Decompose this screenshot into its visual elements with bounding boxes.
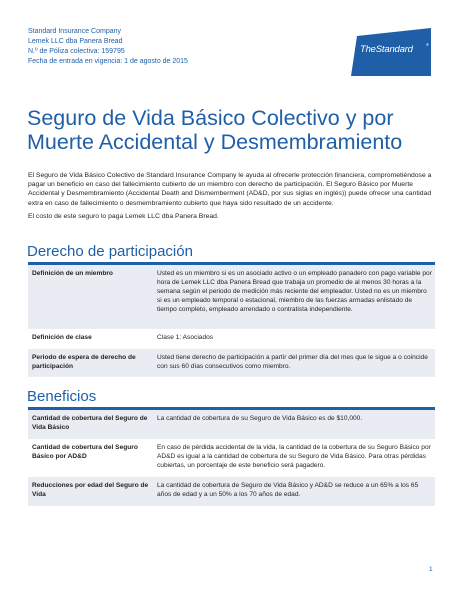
page-title: Seguro de Vida Básico Colectivo y por Muerte Accidental y Desmembramiento xyxy=(27,106,403,154)
row-value: En caso de pérdida accidental de la vida, la cantidad de la cobertura de su Seguro Básico por AD&D es igual a la cantidad de cobertura de su Seguro de Vida Básico. Para otras pérdidas cubiertas, un porcentaje de este beneficio será pagadero. xyxy=(157,444,431,469)
row-value: La cantidad de cobertura de su Seguro de Vida Básico es de $10,000. xyxy=(157,415,363,422)
row-label: Periodo de espera de derecho de participación xyxy=(32,354,136,370)
table-row xyxy=(28,477,435,506)
row-label: Definición de clase xyxy=(32,334,92,341)
intro-paragraph: El Seguro de Vida Básico Colectivo de Standard Insurance Company le ayuda al ofrecerle protección financiera, comprometiéndose a pagar un beneficio en caso del fallecimiento cubierto de un miembro con derecho de participación. El Seguro Básico por Muerte Accidental y Desmembramiento (Accidental Death and Dismemberment (AD&D, por sus siglas en inglés)) puede ofrecer una cantidad extra en caso de fallecimiento o desmembramiento cubierto que haya sido resultado de un accidente. xyxy=(28,172,432,207)
eligibility-heading: Derecho de participación xyxy=(27,243,193,260)
logo-text: TheStandard xyxy=(360,44,413,55)
company-name: Standard Insurance Company xyxy=(28,28,121,35)
table-row xyxy=(28,329,435,349)
row-label: Reducciones por edad del Seguro de Vida xyxy=(32,482,149,498)
row-label: Cantidad de cobertura del Seguro Básico por AD&D xyxy=(32,444,138,460)
intro-text xyxy=(28,171,438,221)
row-label: Definición de un miembro xyxy=(32,270,113,277)
benefits-heading: Beneficios xyxy=(27,388,97,405)
policy-number: N.º de Póliza colectiva: 159795 xyxy=(28,48,125,55)
row-value: Usted es un miembro si es un asociado activo o un empleado panadero con pago variable por hora de Lemek LLC dba Panera Bread que trabaja un promedio de al menos 30 horas a la semana según el periodo de medición más reciente del empleador. Usted no es un miembro si es un empleado temporal o estacional, miembro de las fuerzas armadas enlistado de tiempo completo, empleado arrendado o contratista independiente. xyxy=(157,270,432,313)
row-value: La cantidad de cobertura de Seguro de Vida Básico y AD&D se reduce a un 65% a los 65 años de edad y a un 50% a los 70 años de edad. xyxy=(157,482,419,498)
effective-date: Fecha de entrada en vigencia: 1 de agosto de 2015 xyxy=(28,58,188,65)
page-number: 1 xyxy=(429,566,433,573)
table-row xyxy=(28,439,435,477)
table-row xyxy=(28,410,435,439)
row-value: Usted tiene derecho de participación a partir del primer día del mes que le sigue a o coincide con sus 60 días consecutivos como miembro. xyxy=(157,354,428,370)
table-row xyxy=(28,349,435,377)
row-value: Clase 1: Asociados xyxy=(157,334,214,341)
table-row xyxy=(28,265,435,329)
logo-registered-mark: ® xyxy=(426,42,429,47)
row-label: Cantidad de cobertura del Seguro de Vida Básico xyxy=(32,415,148,431)
cost-paragraph: El costo de este seguro lo paga Lemek LLC dba Panera Bread. xyxy=(28,212,219,220)
policyholder-name: Lemek LLC dba Panera Bread xyxy=(28,38,123,45)
document-header xyxy=(28,27,188,67)
